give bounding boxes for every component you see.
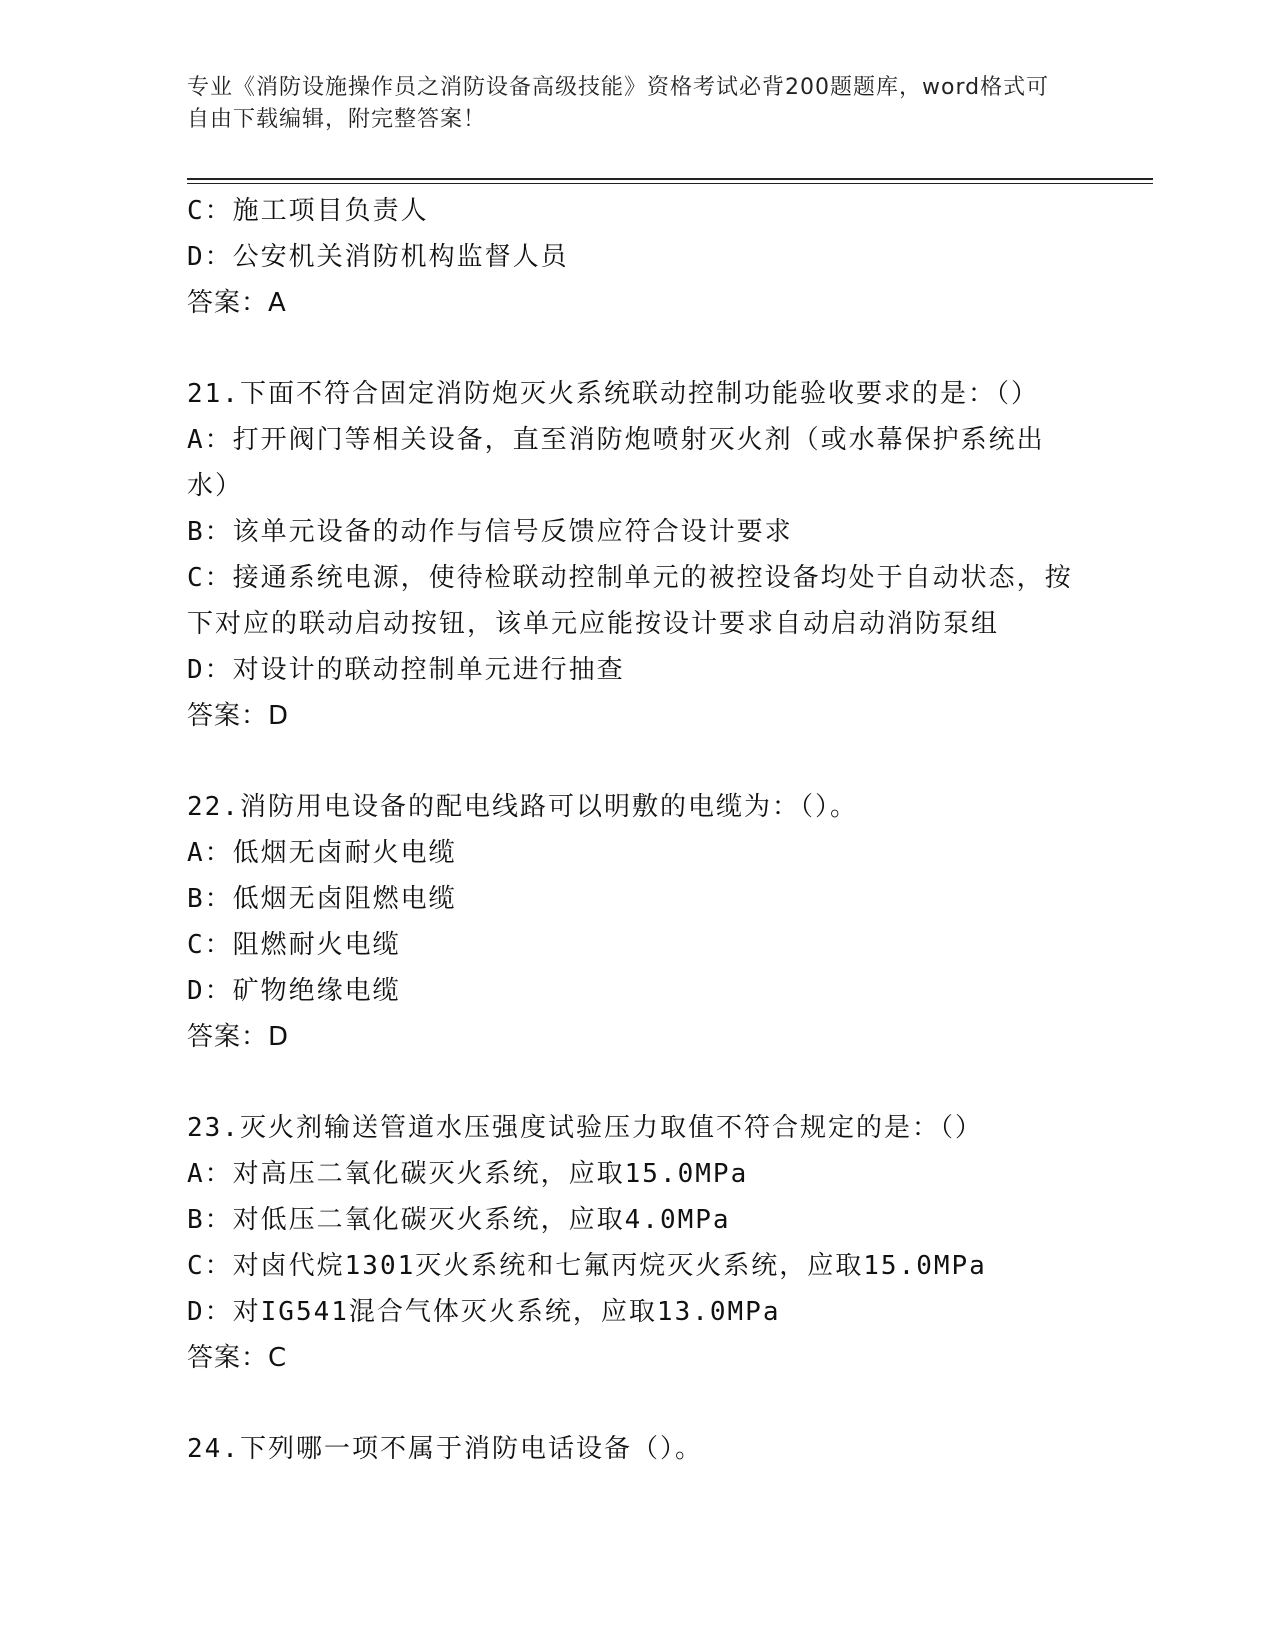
- option-d: D：对设计的联动控制单元进行抽查: [187, 655, 625, 685]
- answer: 答案：A: [187, 288, 287, 318]
- option-c: C：接通系统电源，使待检联动控制单元的被控设备均处于自动状态，按下对应的联动启动按钮，该单元应能按设计要求自动启动消防泵组: [187, 563, 1073, 639]
- answer: 答案：D: [187, 701, 290, 731]
- option-b: B：对低压二氧化碳灭火系统，应取4.0MPa: [187, 1205, 731, 1235]
- question-stem: 23.灭火剂输送管道水压强度试验压力取值不符合规定的是：（）: [187, 1113, 983, 1143]
- question-stem: 21.下面不符合固定消防炮灭火系统联动控制功能验收要求的是：（）: [187, 379, 1039, 409]
- previous-question-tail: [187, 188, 1087, 326]
- question-stem: 22.消防用电设备的配电线路可以明敷的电缆为：（）。: [187, 792, 858, 822]
- header-rule-thick: [187, 178, 1153, 180]
- question-24: [187, 1426, 1087, 1472]
- option-b: B：该单元设备的动作与信号反馈应符合设计要求: [187, 517, 793, 547]
- page-header: 专业《消防设施操作员之消防设备高级技能》资格考试必背200题题库，word格式可自由下载编辑，附完整答案！: [187, 75, 1050, 132]
- option-c: C：施工项目负责人: [187, 196, 429, 226]
- question-21: [187, 371, 1087, 739]
- answer: 答案：D: [187, 1022, 290, 1052]
- option-d: D：矿物绝缘电缆: [187, 976, 401, 1006]
- header-rule-thin: [187, 183, 1153, 184]
- option-d: D：公安机关消防机构监督人员: [187, 242, 569, 272]
- question-23: [187, 1105, 1087, 1381]
- question-22: [187, 784, 1087, 1060]
- option-a: A：打开阀门等相关设备，直至消防炮喷射灭火剂（或水幕保护系统出水）: [187, 425, 1045, 501]
- answer: 答案：C: [187, 1343, 288, 1373]
- question-stem: 24.下列哪一项不属于消防电话设备（）。: [187, 1434, 703, 1464]
- option-a: A：低烟无卤耐火电缆: [187, 838, 457, 868]
- option-c: C：对卤代烷1301灭火系统和七氟丙烷灭火系统，应取15.0MPa: [187, 1251, 987, 1281]
- option-b: B：低烟无卤阻燃电缆: [187, 884, 457, 914]
- option-c: C：阻燃耐火电缆: [187, 930, 401, 960]
- option-a: A：对高压二氧化碳灭火系统，应取15.0MPa: [187, 1159, 749, 1189]
- question-content: [187, 188, 1087, 1472]
- option-d: D：对IG541混合气体灭火系统，应取13.0MPa: [187, 1297, 781, 1327]
